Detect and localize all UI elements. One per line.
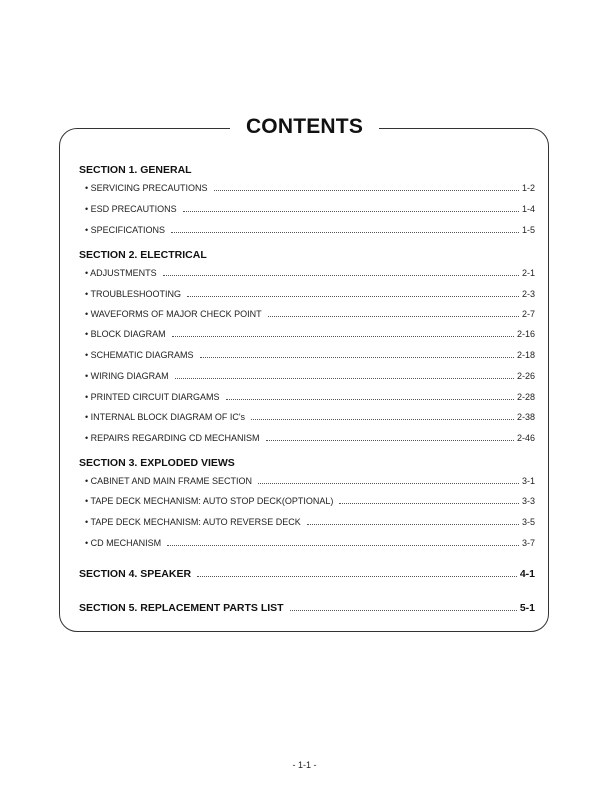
- toc-entry-label: • CABINET AND MAIN FRAME SECTION: [85, 476, 253, 486]
- dot-leader: [187, 287, 519, 297]
- toc-entry-page: 2-46: [516, 433, 535, 443]
- section-heading: SECTION 2. ELECTRICAL: [79, 249, 207, 261]
- dot-leader: [268, 307, 519, 317]
- toc-entry[interactable]: [79, 348, 535, 362]
- dot-leader: [266, 431, 514, 441]
- toc-entry-label: • REPAIRS REGARDING CD MECHANISM: [85, 433, 260, 443]
- toc-main-entry[interactable]: [79, 567, 535, 581]
- toc-entry-label: • SERVICING PRECAUTIONS: [85, 183, 208, 193]
- dot-leader: [175, 369, 514, 379]
- toc-entry-label: • SPECIFICATIONS: [85, 225, 165, 235]
- toc-entry[interactable]: [79, 181, 535, 195]
- toc-entry-label: • CD MECHANISM: [85, 538, 162, 548]
- toc-entry[interactable]: [79, 287, 535, 301]
- toc-entry[interactable]: [79, 266, 535, 280]
- toc-entry[interactable]: [79, 431, 535, 445]
- dot-leader: [251, 410, 514, 420]
- dot-leader: [307, 515, 519, 525]
- toc-entry-page: 2-38: [516, 412, 535, 422]
- toc-entry-page: 2-3: [521, 289, 535, 299]
- toc-entry[interactable]: [79, 369, 535, 383]
- section-heading: SECTION 3. EXPLODED VIEWS: [79, 457, 235, 469]
- toc-entry-label: • WAVEFORMS OF MAJOR CHECK POINT: [85, 309, 262, 319]
- toc-entry-page: 1-5: [521, 225, 535, 235]
- dot-leader: [214, 181, 519, 191]
- toc-entry-page: 2-18: [516, 350, 535, 360]
- toc-entry[interactable]: [79, 536, 535, 550]
- toc-entry-label: • ESD PRECAUTIONS: [85, 204, 177, 214]
- toc-entry-label: • TAPE DECK MECHANISM: AUTO STOP DECK(OPTIONAL): [85, 496, 334, 506]
- dot-leader: [167, 536, 519, 546]
- toc-entry[interactable]: [79, 515, 535, 529]
- page-number: - 1-1 -: [292, 760, 317, 770]
- section-heading: SECTION 1. GENERAL: [79, 164, 192, 176]
- toc-entry-page: 4-1: [519, 568, 535, 580]
- dot-leader: [258, 474, 519, 484]
- toc-entry-label: • SCHEMATIC DIAGRAMS: [85, 350, 194, 360]
- toc-entry-page: 3-1: [521, 476, 535, 486]
- toc-entry-page: 3-3: [521, 496, 535, 506]
- dot-leader: [226, 390, 514, 400]
- toc-entry-page: 2-7: [521, 309, 535, 319]
- toc-entry-page: 2-16: [516, 329, 535, 339]
- toc-entry[interactable]: [79, 223, 535, 237]
- toc-entry-page: 3-7: [521, 538, 535, 548]
- toc-entry-label: • BLOCK DIAGRAM: [85, 329, 166, 339]
- toc-entry-label: SECTION 4. SPEAKER: [79, 568, 192, 580]
- toc-entry-label: • PRINTED CIRCUIT DIARGAMS: [85, 392, 220, 402]
- toc-entry[interactable]: [79, 307, 535, 321]
- dot-leader: [290, 601, 517, 611]
- dot-leader: [339, 494, 519, 504]
- toc-entry[interactable]: [79, 410, 535, 424]
- dot-leader: [163, 266, 519, 276]
- toc-entry-label: • WIRING DIAGRAM: [85, 371, 169, 381]
- toc-entry[interactable]: [79, 474, 535, 488]
- dot-leader: [183, 202, 519, 212]
- toc-entry-label: SECTION 5. REPLACEMENT PARTS LIST: [79, 602, 284, 614]
- toc-entry-page: 2-26: [516, 371, 535, 381]
- toc-entry[interactable]: [79, 494, 535, 508]
- toc-entry-label: • ADJUSTMENTS: [85, 268, 157, 278]
- page-title: CONTENTS: [230, 112, 379, 142]
- toc-entry-label: • TAPE DECK MECHANISM: AUTO REVERSE DECK: [85, 517, 301, 527]
- toc-entry-label: • INTERNAL BLOCK DIAGRAM OF IC's: [85, 412, 246, 422]
- toc-main-entry[interactable]: [79, 601, 535, 615]
- toc-entry[interactable]: [79, 202, 535, 216]
- toc-entry-page: 1-2: [521, 183, 535, 193]
- dot-leader: [171, 223, 519, 233]
- toc-entry-page: 2-1: [521, 268, 535, 278]
- toc-entry-page: 1-4: [521, 204, 535, 214]
- toc-entry[interactable]: [79, 390, 535, 404]
- toc-entry[interactable]: [79, 327, 535, 341]
- dot-leader: [172, 327, 514, 337]
- dot-leader: [197, 567, 517, 577]
- toc-entry-page: 3-5: [521, 517, 535, 527]
- toc-entry-label: • TROUBLESHOOTING: [85, 289, 181, 299]
- toc-entry-page: 2-28: [516, 392, 535, 402]
- dot-leader: [200, 348, 514, 358]
- toc-entry-page: 5-1: [519, 602, 535, 614]
